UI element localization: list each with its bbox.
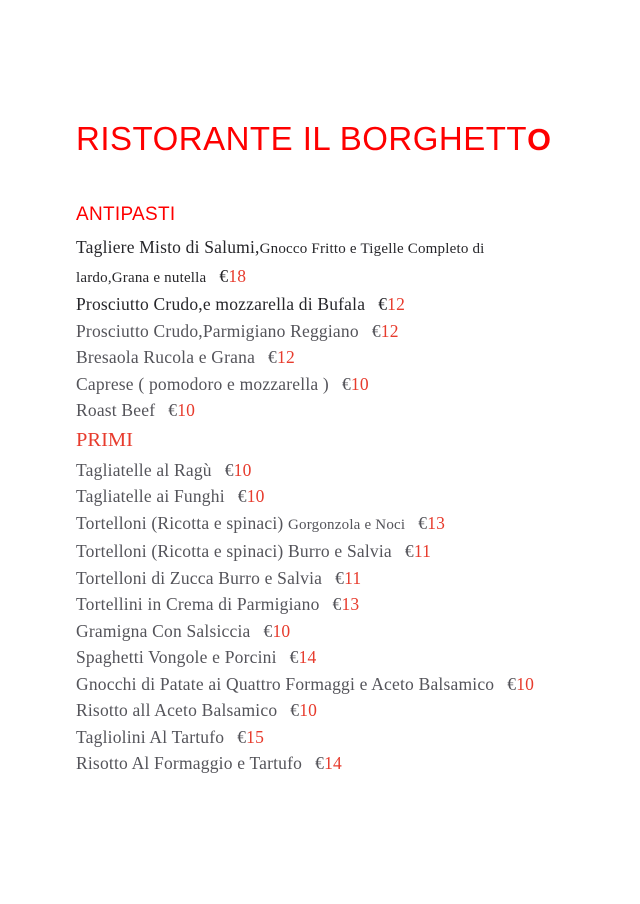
- item-price: [320, 594, 360, 614]
- price-value: 14: [324, 753, 342, 773]
- price-value: 14: [298, 647, 317, 667]
- currency-symbol: €: [371, 320, 381, 341]
- currency-symbol: €: [332, 594, 342, 614]
- menu-item: [76, 344, 582, 371]
- item-name-part: lardo,Grana e nutella: [76, 269, 207, 286]
- item-name-part: Gramigna Con Salsiccia: [76, 620, 251, 641]
- item-price: [365, 294, 405, 314]
- menu-item: [76, 671, 582, 698]
- price-value: 11: [413, 541, 432, 561]
- item-name-part: Tortellini in Crema di Parmigiano: [76, 594, 320, 614]
- item-price: [225, 486, 265, 506]
- currency-symbol: €: [335, 567, 345, 588]
- currency-symbol: €: [290, 700, 300, 720]
- price-value: 10: [299, 700, 318, 720]
- menu-item: [76, 510, 582, 539]
- price-value: 10: [246, 486, 265, 506]
- currency-symbol: €: [507, 673, 517, 694]
- menu-item: [76, 483, 582, 510]
- item-name-part: Tortelloni di Zucca Burro e Salvia: [76, 567, 323, 588]
- item-price: [405, 513, 445, 533]
- price-value: 12: [380, 320, 399, 341]
- item-name-part: Risotto all Aceto Balsamico: [76, 700, 278, 720]
- currency-symbol: €: [263, 620, 273, 641]
- currency-symbol: €: [315, 753, 325, 773]
- menu-item: [76, 644, 582, 671]
- item-price: [302, 753, 342, 773]
- currency-symbol: €: [404, 541, 414, 561]
- item-name-part: Gnocco Fritto e Tigelle Completo di: [259, 241, 485, 257]
- item-name-part: Tagliatelle al Ragù: [76, 459, 212, 480]
- item-price: [224, 727, 264, 747]
- price-value: 15: [246, 726, 265, 747]
- price-value: 11: [344, 567, 362, 588]
- item-price: [206, 266, 246, 286]
- item-name-part: Gorgonzola e Noci: [288, 516, 406, 533]
- menu-item: [76, 697, 582, 724]
- currency-symbol: €: [418, 512, 428, 533]
- item-price: [392, 541, 431, 561]
- item-price: [494, 674, 534, 694]
- menu-item: [76, 724, 582, 751]
- price-value: 18: [228, 265, 247, 286]
- menu-item: [76, 618, 582, 645]
- item-name-part: Caprese ( pomodoro e mozzarella ): [76, 373, 329, 394]
- section-header-antipasti: ANTIPASTI: [76, 204, 176, 225]
- title-main: RISTORANTE IL BORGHETT: [76, 120, 528, 157]
- item-name-part: Bresaola Rucola e Grana: [76, 347, 256, 367]
- currency-symbol: €: [237, 486, 247, 506]
- item-price: [155, 400, 195, 420]
- item-name-part: Prosciutto Crudo,e mozzarella di Bufala: [76, 294, 366, 314]
- item-price: [329, 374, 369, 394]
- currency-symbol: €: [224, 459, 234, 480]
- currency-symbol: €: [237, 726, 247, 747]
- section-header-primi: PRIMI: [76, 428, 133, 451]
- price-value: 12: [277, 347, 295, 367]
- menu-item: [76, 750, 582, 777]
- menu-sections: [76, 205, 584, 777]
- currency-symbol: €: [219, 265, 229, 286]
- item-name-part: Gnocchi di Patate ai Quattro Formaggi e Aceto Balsamico: [76, 673, 495, 694]
- menu-item: [76, 397, 582, 424]
- price-value: 12: [387, 294, 406, 314]
- item-price: [212, 460, 252, 480]
- title-last-letter: O: [527, 122, 552, 157]
- item-price: [277, 647, 317, 667]
- item-price: [322, 568, 361, 588]
- price-value: 10: [350, 373, 369, 394]
- item-name-part: Risotto Al Formaggio e Tartufo: [76, 753, 303, 773]
- item-price: [277, 700, 317, 720]
- item-name-part: Tortelloni (Ricotta e spinaci): [76, 512, 288, 533]
- item-name-part: Tagliere Misto di Salumi,: [76, 237, 260, 257]
- item-name-part: Prosciutto Crudo,Parmigiano Reggiano: [76, 320, 359, 341]
- item-name-part: Tagliatelle ai Funghi: [76, 486, 225, 506]
- menu-item: [76, 234, 582, 291]
- menu-item: [76, 538, 582, 565]
- menu-item: [76, 457, 582, 484]
- menu-item: [76, 565, 582, 592]
- item-price: [255, 347, 295, 367]
- item-price: [359, 321, 399, 341]
- item-name-part: Tagliolini Al Tartufo: [76, 726, 225, 747]
- item-price: [251, 621, 291, 641]
- currency-symbol: €: [289, 647, 299, 667]
- currency-symbol: €: [341, 373, 351, 394]
- price-value: 10: [272, 620, 291, 641]
- menu-item: [76, 291, 582, 318]
- menu-item: [76, 318, 582, 345]
- restaurant-title: [76, 121, 584, 158]
- item-name-part: Spaghetti Vongole e Porcini: [76, 647, 277, 667]
- item-name-part: Roast Beef: [76, 400, 156, 420]
- currency-symbol: €: [168, 400, 178, 420]
- price-value: 13: [341, 594, 360, 614]
- price-value: 13: [427, 512, 446, 533]
- price-value: 10: [233, 459, 252, 480]
- price-value: 10: [177, 400, 196, 420]
- currency-symbol: €: [378, 294, 388, 314]
- currency-symbol: €: [268, 347, 277, 367]
- price-value: 10: [516, 673, 535, 694]
- menu-item: [76, 371, 582, 398]
- menu-item: [76, 591, 582, 618]
- item-name-part: Tortelloni (Ricotta e spinaci) Burro e Salvia: [76, 541, 392, 561]
